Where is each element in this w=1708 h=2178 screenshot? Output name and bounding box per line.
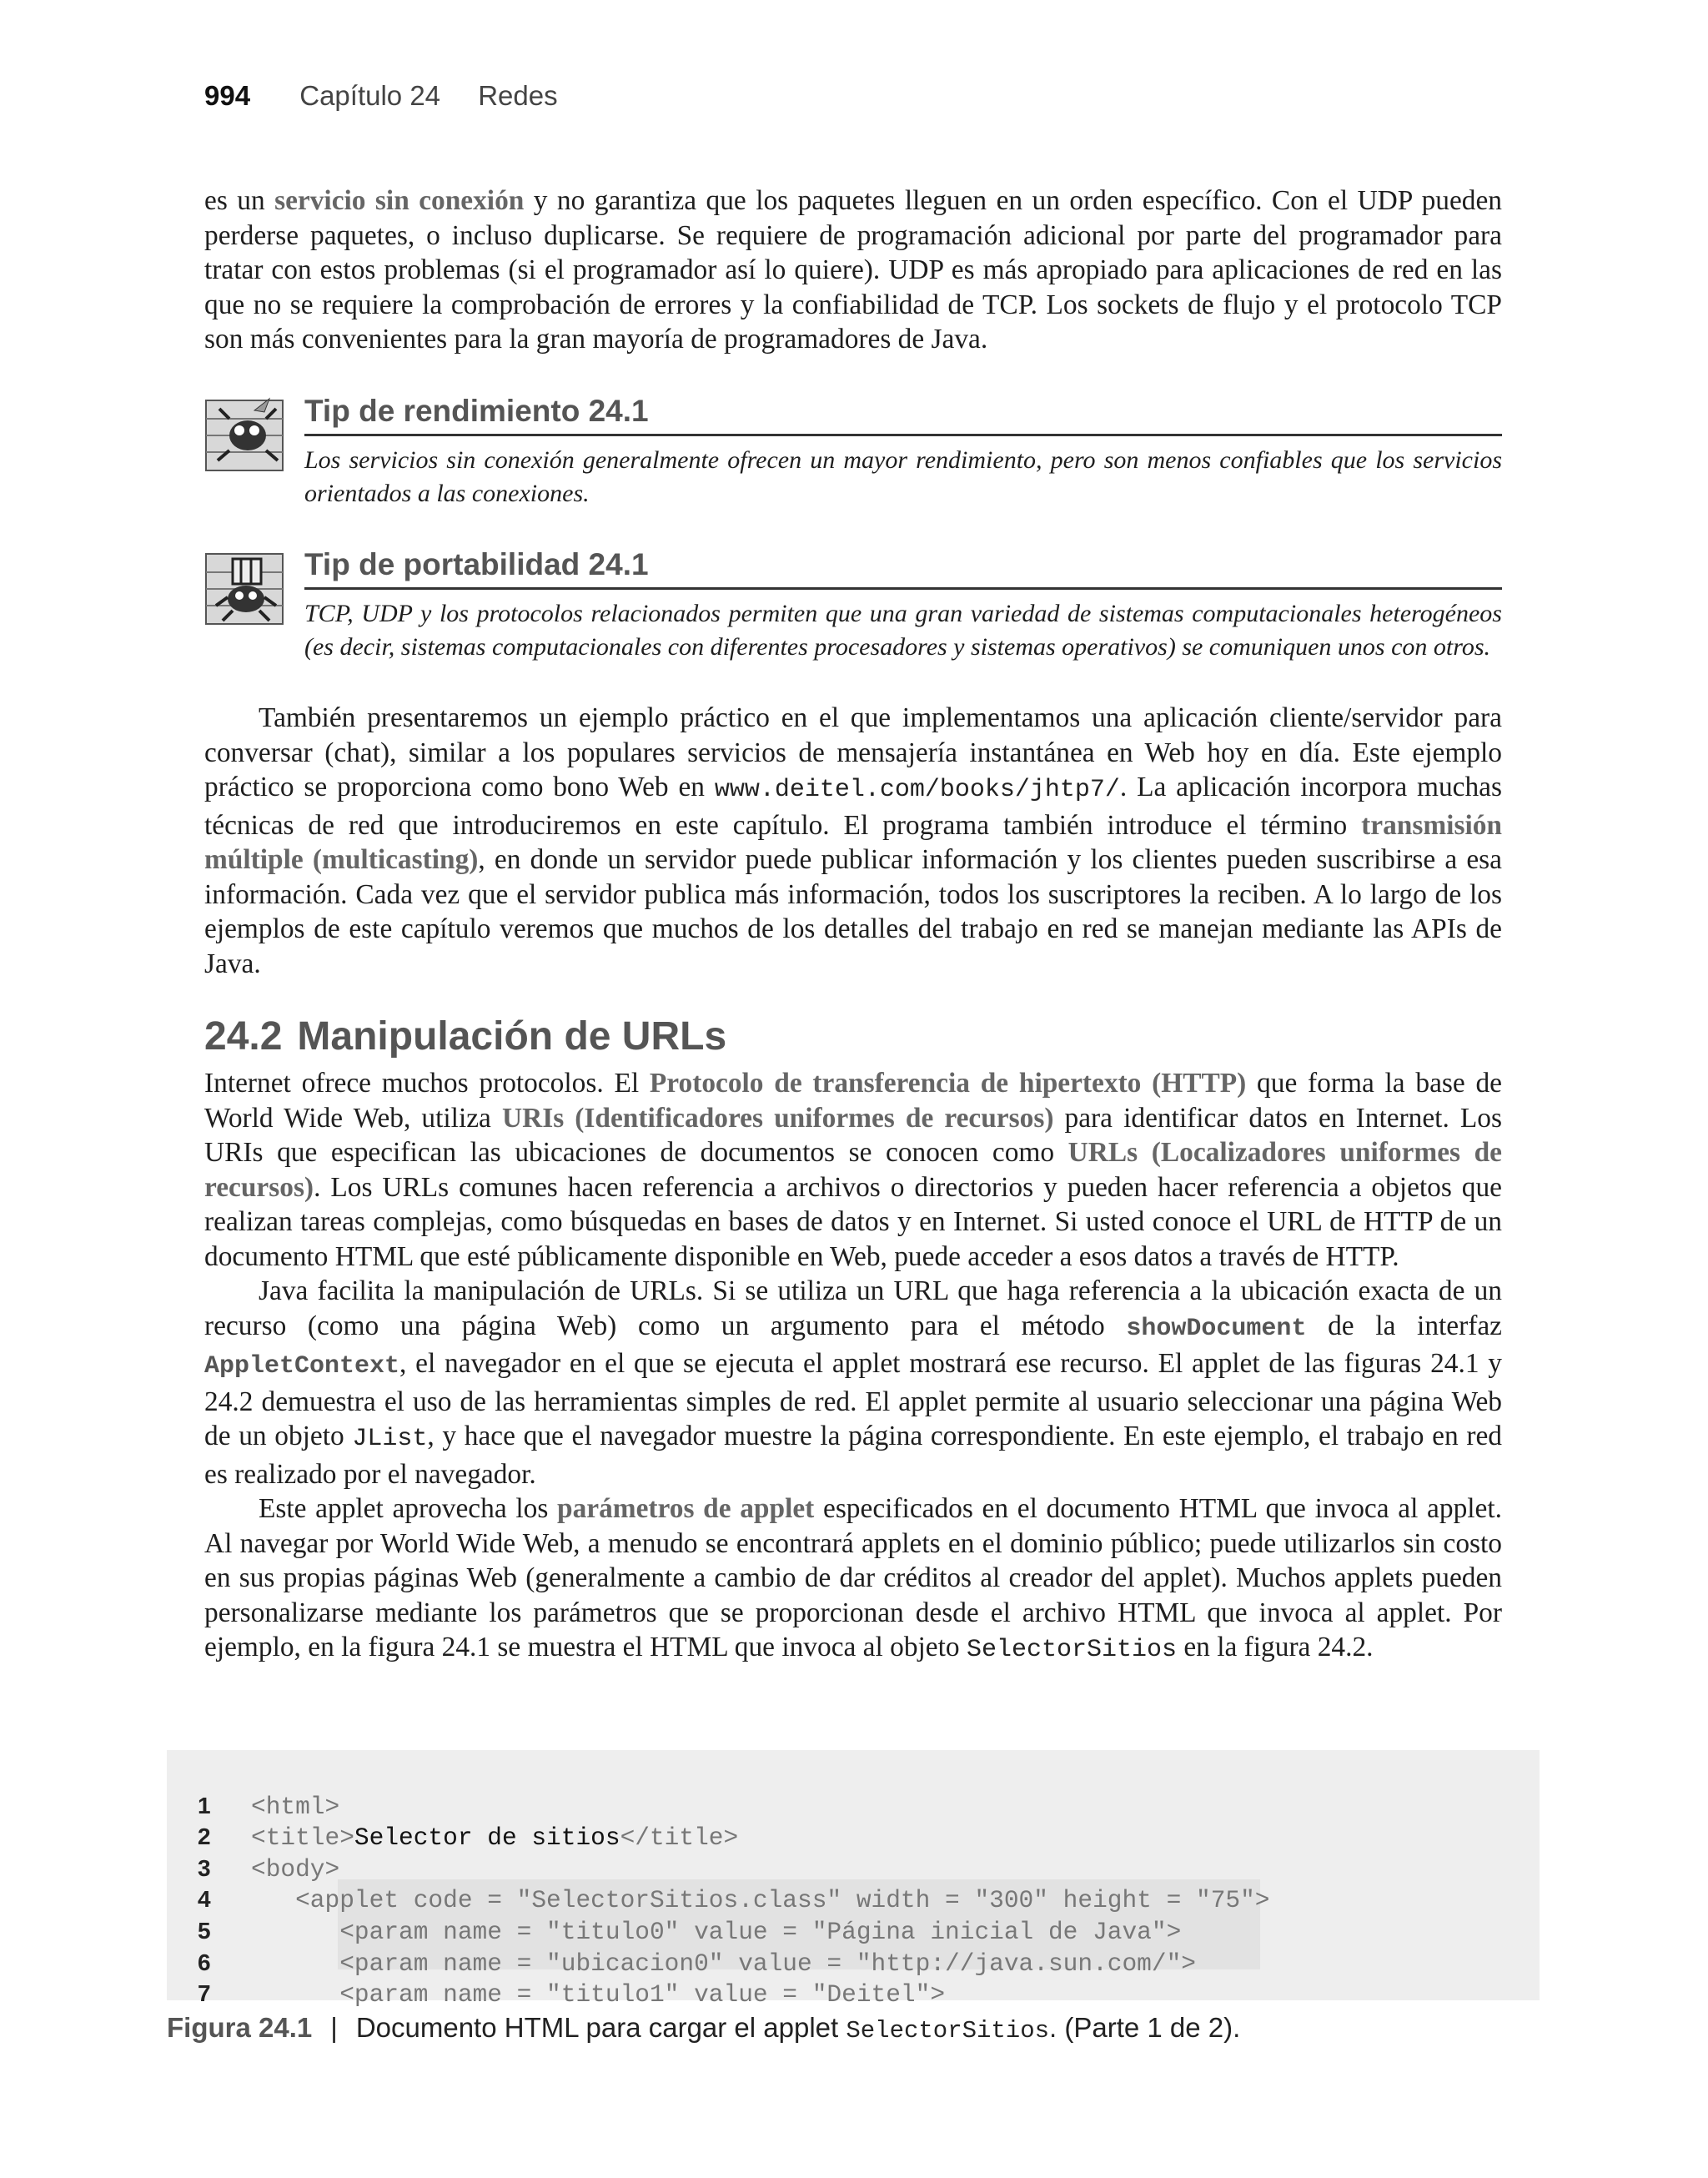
code-line: 2 <title>Selector de sitios</title>	[198, 1823, 739, 1853]
code-line: 7 <param name = "titulo1" value = "Deitel">	[198, 1980, 946, 2009]
tip-title: Tip de rendimiento 24.1	[304, 394, 1502, 436]
chat-paragraph: También presentaremos un ejemplo práctico en el que implementamos una aplicación cliente/servidor para conversar (chat), similar a los populares servicios de mensajería instantánea en Web hoy en día. Este ejemplo práctico se proporciona como bono Web en www.deitel.com/books/jhtp7/. La aplicación incorpora muchas técnicas de red que introduciremos en este capítulo. El programa también introduce el término transmisión múltiple (multicasting), en donde un servidor puede publicar información y los clientes pueden suscribirse a esa información. Cada vez que el servidor publica más información, todos los suscriptores la reciben. A lo largo de los ejemplos de este capítulo veremos que muchos de los detalles del trabajo en red se manejan mediante las APIs de Java.	[204, 702, 1502, 979]
chapter-title: Redes	[478, 80, 558, 111]
portability-tip	[204, 547, 1502, 664]
chapter-label: Capítulo 24	[299, 80, 441, 111]
code-listing	[198, 1760, 1270, 2040]
portability-bug-icon	[204, 547, 288, 631]
term-servicio-sin-conexion: servicio sin conexión	[274, 185, 525, 216]
figure-caption: Figura 24.1 | Documento HTML para cargar el applet SelectorSitios. (Parte 1 de 2).	[167, 2012, 1241, 2045]
code-line: 3 <body>	[198, 1854, 340, 1884]
code-line: 6 <param name = "ubicacion0" value = "http://java.sun.com/">	[198, 1949, 1196, 1978]
tip-text: Los servicios sin conexión generalmente ofrecen un mayor rendimiento, pero son menos confiables que los servicios orientados a las conexiones.	[304, 446, 1502, 507]
tip-text: TCP, UDP y los protocolos relacionados permiten que una gran variedad de sistemas computacionales heterogéneos (es decir, sistemas computacionales con diferentes procesadores y sistemas operativos) se comuniquen unos con otros.	[304, 600, 1502, 661]
code-line: 5 <param name = "titulo0" value = "Página inicial de Java">	[198, 1917, 1182, 1946]
section-body: Internet ofrece muchos protocolos. El Protocolo de transferencia de hipertexto (HTTP) que forma la base de World Wide Web, utiliza URIs (Identificadores uniformes de recursos) para identificar datos en Internet. Los URIs que especifican las ubicaciones de documentos se conocen como URLs (Localizadores uniformes de recursos). Los URLs comunes hacen referencia a archivos o directorios y pueden hacer referencia a objetos que realizan tareas complejas, como búsquedas en bases de datos y en Internet. Si usted conoce el URL de HTTP de un documento HTML que esté públicamente disponible en Web, puede acceder a esos datos a través de HTTP. Java facilita la manipulación de URLs. Si se utiliza un URL que haga referencia a la ubicación exacta de un recurso (como una página Web) como un argumento para el método showDocument de la interfaz AppletContext, el navegador en el que se ejecuta el applet mostrará ese recurso. El applet de las figuras 24.1 y 24.2 demuestra el uso de las herramientas simples de red. El applet permite al usuario seleccionar una página Web de un objeto JList, y hace que el navegador muestre la página correspondiente. En este ejemplo, el trabajo en red es realizado por el navegador. Este applet aprovecha los parámetros de applet especificados en el documento HTML que invoca al applet. Al navegar por World Wide Web, a menudo se encontrará applets en el dominio público; puede utilizarlos sin costo en sus propias páginas Web (generalmente a cambio de dar créditos al creador del applet). Muchos applets pueden personalizarse mediante los parámetros que se proporcionan desde el archivo HTML que invoca al applet. Por ejemplo, en la figura 24.1 se muestra el HTML que invoca al objeto SelectorSitios en la figura 24.2.	[204, 1068, 1502, 1664]
tip-title: Tip de portabilidad 24.1	[304, 547, 1502, 590]
section-title: Manipulación de URLs	[297, 1014, 727, 1059]
intro-paragraph: es un servicio sin conexión y no garantiza que los paquetes lleguen en un orden específico. Con el UDP pueden perderse paquetes, o incluso duplicarse. Se requiere de programación adicional por parte del programador para tratar con estos problemas (si el programador así lo quiere). UDP es más apropiado para aplicaciones de red en las que no se requiere la comprobación de errores y la confiabilidad de TCP. Los sockets de flujo y el protocolo TCP son más convenientes para la gran mayoría de programadores de Java.	[204, 185, 1502, 355]
section-number: 24.2	[204, 1014, 283, 1059]
term-multicasting: transmisión múltiple (multicasting)	[204, 809, 1502, 875]
performance-bug-icon	[204, 394, 288, 477]
section-heading	[204, 1014, 726, 1059]
figure-label: Figura 24.1	[167, 2012, 313, 2043]
page-number: 994	[204, 80, 251, 111]
running-header	[204, 80, 558, 112]
url-text: www.deitel.com/books/jhtp7/	[714, 776, 1120, 804]
code-line: 1 <html>	[198, 1792, 340, 1821]
performance-tip	[204, 394, 1502, 507]
code-line: 4 <applet code = "SelectorSitios.class" width = "300" height = "75">	[198, 1886, 1270, 1915]
